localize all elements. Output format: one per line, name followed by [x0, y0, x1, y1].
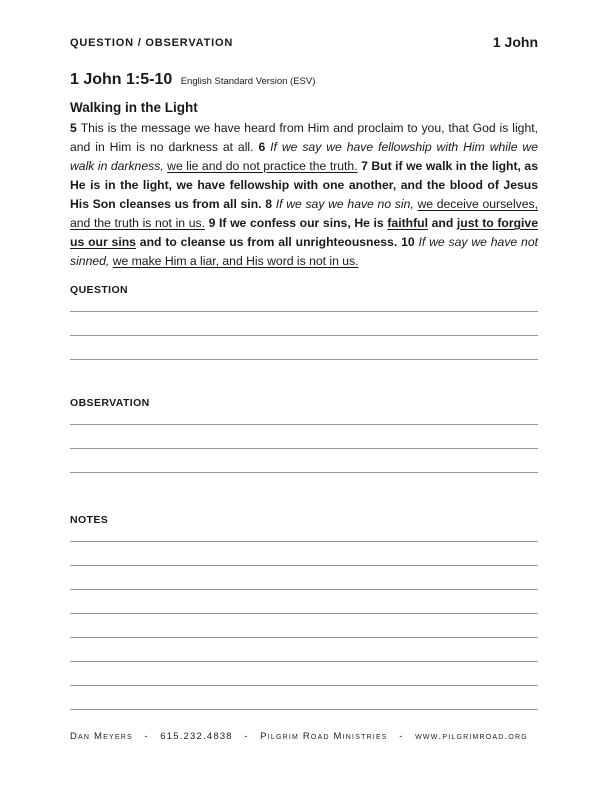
- passage-run: If we say we have fellowship with Him while we walk in darkness,: [70, 140, 538, 173]
- writing-line: [70, 425, 538, 449]
- writing-line: [70, 638, 538, 662]
- page-footer: Dan Meyers - 615.232.4838 - Pilgrim Road Ministries - www.pilgrimroad.org: [70, 731, 528, 742]
- translation-label: English Standard Version (ESV): [180, 76, 316, 87]
- passage-run: If we say we have not sinned,: [70, 235, 538, 268]
- passage-run: 9 If we confess our sins, He is: [204, 216, 388, 230]
- passage-reference: [70, 71, 538, 89]
- writing-line: [70, 542, 538, 566]
- writing-line: [70, 312, 538, 336]
- section-question: [70, 284, 538, 360]
- passage-text: [70, 119, 538, 271]
- verse-number: 5: [70, 121, 81, 135]
- writing-line: [70, 614, 538, 638]
- writing-line: [70, 686, 538, 710]
- passage-run: just to forgive us our sins: [70, 216, 538, 249]
- passage-run: 7 But if we walk in the light, as He is in the light, we have fellowship with one another, and the blood of Jesus His Son cleanses us from all sin.: [70, 159, 538, 211]
- passage-run: and to cleanse us from all unrighteousness.: [135, 235, 402, 249]
- passage-run: If we say we have no sin,: [275, 197, 418, 211]
- section-notes: [70, 514, 538, 710]
- passage-run: This is the message we have heard from Him and proclaim to you, that God is light, and in Him is no darkness at all.: [70, 121, 538, 154]
- verse-number: 6: [258, 140, 271, 154]
- section-observation: [70, 397, 538, 473]
- writing-line: [70, 410, 538, 425]
- writing-line: [70, 662, 538, 686]
- passage-run: we deceive ourselves, and the truth is not in us.: [70, 197, 538, 230]
- writing-line: [70, 336, 538, 360]
- page-header: [70, 34, 538, 50]
- passage-ref: 1 John 1:5-10: [70, 71, 173, 88]
- verse-number: 8: [265, 197, 276, 211]
- worksheet-title: QUESTION / OBSERVATION: [70, 37, 234, 49]
- writing-line: [70, 590, 538, 614]
- verse-number: 10: [401, 235, 419, 249]
- section-label: QUESTION: [70, 284, 129, 296]
- writing-line: [70, 566, 538, 590]
- sections: [70, 284, 538, 710]
- section-label: NOTES: [70, 514, 109, 526]
- writing-line: [70, 449, 538, 473]
- passage-run: faithful: [387, 216, 428, 230]
- passage-run: and: [427, 216, 457, 230]
- book-name: 1 John: [492, 34, 538, 50]
- writing-line: [70, 297, 538, 312]
- section-label: OBSERVATION: [70, 397, 150, 409]
- passage-heading: Walking in the Light: [70, 100, 198, 115]
- passage-run: we lie and do not practice the truth.: [167, 159, 358, 173]
- writing-line: [70, 527, 538, 542]
- passage-run: we make Him a liar, and His word is not in us.: [112, 254, 359, 268]
